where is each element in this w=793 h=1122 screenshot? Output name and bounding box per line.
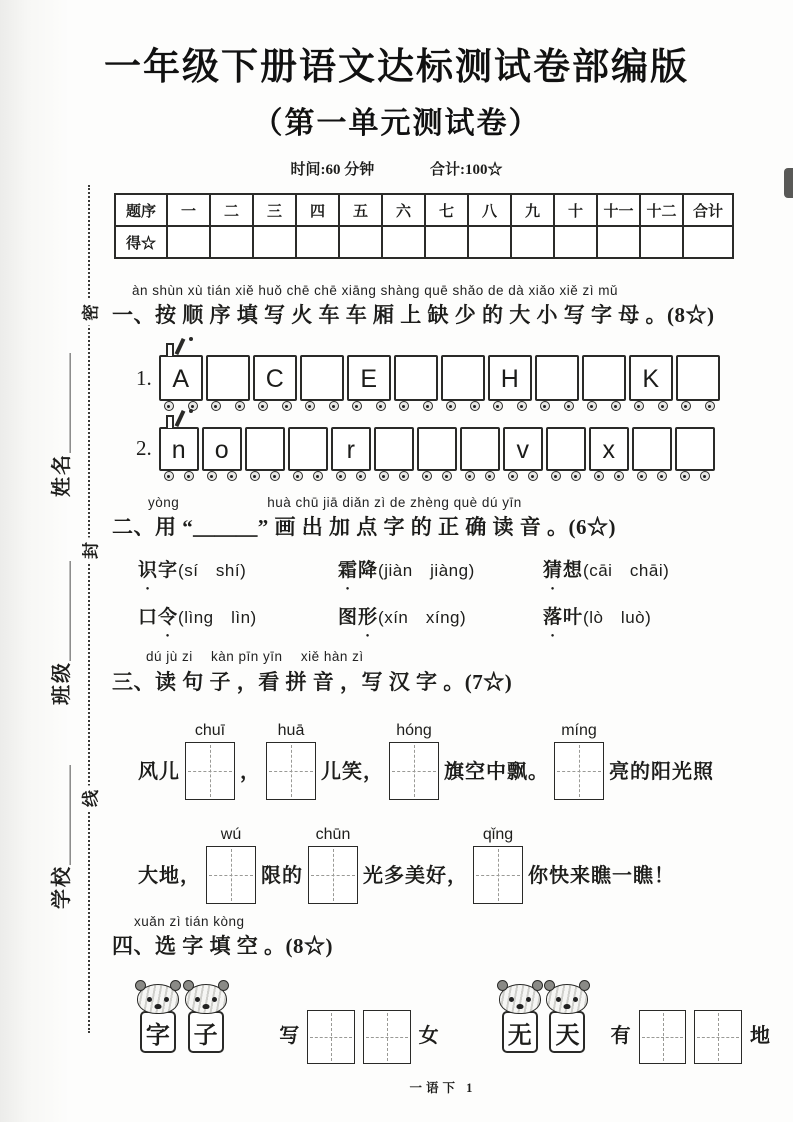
wheel-icon (470, 401, 480, 411)
answer-box[interactable] (389, 742, 439, 800)
score-header-cell: 七 (425, 194, 468, 226)
wheel-icon (446, 401, 456, 411)
choice-card[interactable]: 无 (502, 1011, 538, 1053)
wheel-icon (235, 401, 245, 411)
sentence-text: 光多美好， (363, 865, 468, 887)
chimney-icon (166, 343, 174, 356)
train-car-blank[interactable] (374, 427, 414, 471)
question-3 (112, 645, 774, 904)
train-car: A (159, 355, 203, 401)
wheel-icon (614, 471, 624, 481)
pinyin-hint: chūn (315, 826, 351, 843)
score-cell[interactable] (554, 226, 597, 258)
train-car-blank[interactable] (206, 355, 250, 401)
score-header-cell: 九 (511, 194, 554, 226)
train-1-number: 1. (136, 366, 152, 390)
q4-text: 女 (418, 1025, 439, 1047)
score-cell[interactable] (296, 226, 339, 258)
seal-char-xian: 线 (77, 786, 102, 812)
wheel-icon (422, 471, 432, 481)
train-car-blank[interactable] (441, 355, 485, 401)
train-car: n (159, 427, 199, 471)
wheel-icon (551, 471, 561, 481)
q3-heading: 三、读 句 子 ，看 拼 音 ，写 汉 字 。(7☆) (112, 670, 513, 694)
sentence-text: 大地， (138, 865, 201, 887)
word-item[interactable]: 落 ●叶(lò luò) (543, 602, 651, 629)
sentence-text: 儿笑， (321, 761, 384, 783)
wheel-icon (250, 471, 260, 481)
train-car-blank[interactable] (394, 355, 438, 401)
score-row-label: 得☆ (115, 226, 167, 258)
seal-char-feng: 封 (77, 538, 102, 564)
school-field[interactable] (45, 739, 73, 909)
wheel-icon (657, 471, 667, 481)
pinyin-hint: míng (561, 722, 597, 739)
wheel-icon (207, 471, 217, 481)
answer-box[interactable] (206, 846, 256, 904)
chimney-icon (166, 415, 174, 428)
name-field[interactable] (45, 327, 73, 497)
wheel-icon (705, 401, 715, 411)
wheel-icon (184, 471, 194, 481)
class-blank-line[interactable]: ＿＿＿＿＿ (51, 561, 73, 661)
q2-pinyin-rest: huà chū jiā diǎn zì de zhèng què dú yīn (267, 495, 522, 510)
q3-pinyin: dú jù zi kàn pīn yīn xiě hàn zì (146, 649, 364, 664)
tiger-mascot (136, 984, 180, 1064)
wheel-icon (442, 471, 452, 481)
tiger-head-icon (137, 984, 179, 1014)
wheel-icon (528, 471, 538, 481)
answer-box[interactable] (363, 1010, 411, 1064)
sentence-text: 限的 (261, 865, 303, 887)
wheel-icon (465, 471, 475, 481)
page-title: 一年级下册语文达标测试卷部编版 (104, 46, 689, 87)
q1-heading: 一、按 顺 序 填 写 火 车 车 厢 上 缺 少 的 大 小 写 字 母 。(8☆) (112, 303, 715, 327)
wheel-icon (571, 471, 581, 481)
score-header-cell: 合计 (683, 194, 733, 226)
train-car-blank[interactable] (300, 355, 344, 401)
tiger-mascot (184, 984, 228, 1064)
train-car-blank[interactable] (632, 427, 672, 471)
answer-box[interactable] (473, 846, 523, 904)
train-car-blank[interactable] (546, 427, 586, 471)
train-car: r (331, 427, 371, 471)
wheel-icon (164, 471, 174, 481)
wheel-icon (493, 401, 503, 411)
wheel-icon (611, 401, 621, 411)
answer-box[interactable] (308, 846, 358, 904)
score-cell[interactable] (382, 226, 425, 258)
train-car: H (488, 355, 532, 401)
train-car-blank[interactable] (675, 427, 715, 471)
word-item[interactable]: 口令 ●(lìng lìn) (138, 602, 338, 629)
pinyin-hint: chuī (194, 722, 226, 739)
train-1 (136, 355, 774, 401)
wheel-icon (637, 471, 647, 481)
q2-pinyin-yong: yòng (148, 495, 180, 510)
train-car-blank[interactable] (288, 427, 328, 471)
wheel-icon (164, 401, 174, 411)
tiger-head-icon (546, 984, 588, 1014)
wheel-icon (399, 401, 409, 411)
wheel-icon (680, 471, 690, 481)
tiger-mascot (498, 984, 542, 1064)
train-car-blank[interactable] (535, 355, 579, 401)
wheel-icon (587, 401, 597, 411)
smoke-icon (189, 337, 193, 341)
q3-sentence-1 (136, 706, 774, 800)
score-cell[interactable] (640, 226, 683, 258)
score-header-cell: 八 (468, 194, 511, 226)
q4-text: 地 (750, 1025, 771, 1047)
answer-box[interactable] (185, 742, 235, 800)
train-car-blank[interactable] (582, 355, 626, 401)
wheel-icon (282, 401, 292, 411)
pinyin-hint: qǐng (482, 826, 514, 843)
wheel-icon (270, 471, 280, 481)
paper-meta (0, 158, 793, 179)
sentence-text: 风儿 (138, 761, 180, 783)
score-header-cell: 十一 (597, 194, 640, 226)
smoke-icon (189, 409, 193, 413)
wheel-icon (227, 471, 237, 481)
sentence-text: 你快来瞧一瞧！ (528, 865, 675, 887)
wheel-icon (305, 401, 315, 411)
wheel-icon (376, 401, 386, 411)
train-car: K (629, 355, 673, 401)
paper-header (0, 0, 793, 179)
sentence-text: ， (240, 761, 261, 783)
wheel-icon (540, 401, 550, 411)
score-cell[interactable] (167, 226, 210, 258)
answer-box[interactable] (694, 1010, 742, 1064)
score-header-cell: 题序 (115, 194, 167, 226)
chimney-pipe-icon (174, 410, 185, 427)
wheel-icon (356, 471, 366, 481)
score-header-cell: 五 (339, 194, 382, 226)
scan-artifact (784, 168, 793, 198)
page-footer: 一语下 1 (409, 1081, 477, 1095)
time-label: 时间:60 分钟 (290, 162, 375, 178)
q2-word-list (138, 555, 774, 629)
score-cell[interactable] (511, 226, 554, 258)
choice-card[interactable]: 子 (188, 1011, 224, 1053)
question-4 (112, 914, 774, 1064)
score-table-score-row (115, 226, 733, 258)
wheel-icon (352, 401, 362, 411)
score-cell[interactable] (425, 226, 468, 258)
total-score-label: 合计:100☆ (430, 162, 503, 178)
score-header-cell: 十 (554, 194, 597, 226)
choice-card[interactable]: 字 (140, 1011, 176, 1053)
question-2 (112, 495, 774, 629)
school-blank-line[interactable]: ＿＿＿＿＿ (51, 765, 73, 865)
word-item[interactable]: 霜 ●降(jiàn jiàng) (338, 555, 543, 582)
word-item[interactable]: 图形 ●(xín xíng) (338, 602, 543, 629)
score-cell[interactable] (468, 226, 511, 258)
train-car: C (253, 355, 297, 401)
score-cell[interactable] (253, 226, 296, 258)
wheel-icon (293, 471, 303, 481)
wheel-icon (258, 401, 268, 411)
wheel-icon (313, 471, 323, 481)
wheel-icon (634, 401, 644, 411)
pinyin-hint: hóng (396, 722, 432, 739)
score-header-cell: 六 (382, 194, 425, 226)
q4-pinyin: xuǎn zì tián kòng (134, 914, 245, 929)
train-car-blank[interactable] (245, 427, 285, 471)
q4-text: 写 (279, 1025, 300, 1047)
choice-card[interactable]: 天 (549, 1011, 585, 1053)
train-car-blank[interactable] (460, 427, 500, 471)
score-cell[interactable] (210, 226, 253, 258)
answer-box[interactable] (307, 1010, 355, 1064)
question-1 (112, 283, 774, 471)
name-label: 姓名 (51, 453, 73, 497)
wheel-icon (485, 471, 495, 481)
q4-heading: 四、选 字 填 空 。(8☆) (112, 934, 333, 958)
q2-heading: 二、用 “＿＿＿” 画 出 加 点 字 的 正 确 读 音 。(6☆) (112, 515, 616, 539)
name-blank-line[interactable]: ＿＿＿＿＿ (51, 353, 73, 453)
answer-box[interactable] (554, 742, 604, 800)
tiger-head-icon (499, 984, 541, 1014)
wheel-icon (508, 471, 518, 481)
wheel-icon (211, 401, 221, 411)
chimney-pipe-icon (174, 338, 185, 355)
wheel-icon (517, 401, 527, 411)
sentence-text: 亮的阳光照 (609, 761, 714, 783)
wheel-icon (594, 471, 604, 481)
page-subtitle: （第一单元测试卷） (252, 107, 541, 140)
score-header-cell: 四 (296, 194, 339, 226)
class-field[interactable] (45, 535, 73, 705)
q4-content-row (136, 972, 774, 1064)
train-car: E (347, 355, 391, 401)
wheel-icon (336, 471, 346, 481)
tiger-head-icon (185, 984, 227, 1014)
class-label: 班级 (51, 661, 73, 705)
train-car-blank[interactable] (676, 355, 720, 401)
wheel-icon (329, 401, 339, 411)
answer-box[interactable] (266, 742, 316, 800)
wheel-icon (423, 401, 433, 411)
score-table-header-row (115, 194, 733, 226)
score-header-cell: 一 (167, 194, 210, 226)
pinyin-hint: huā (277, 722, 305, 739)
score-header-cell: 二 (210, 194, 253, 226)
seal-char-mi: 密 (77, 300, 102, 326)
train-car: x (589, 427, 629, 471)
train-2-number: 2. (136, 436, 152, 460)
score-cell[interactable] (597, 226, 640, 258)
score-cell[interactable] (683, 226, 733, 258)
word-item[interactable]: 识 ●字(sí shí) (138, 555, 338, 582)
wheel-icon (658, 401, 668, 411)
score-header-cell: 三 (253, 194, 296, 226)
q4-text: 有 (610, 1025, 631, 1047)
wheel-icon (399, 471, 409, 481)
q3-sentence-2 (136, 810, 774, 904)
train-car-blank[interactable] (417, 427, 457, 471)
train-car: v (503, 427, 543, 471)
wheel-icon (700, 471, 710, 481)
wheel-icon (681, 401, 691, 411)
train-2 (136, 427, 774, 471)
score-header-cell: 十二 (640, 194, 683, 226)
answer-box[interactable] (639, 1010, 687, 1064)
tiger-mascot (546, 984, 590, 1064)
score-table (114, 193, 734, 259)
school-label: 学校 (51, 865, 73, 909)
word-item[interactable]: 猜 ●想(cāi chāi) (543, 555, 669, 582)
wheel-icon (564, 401, 574, 411)
train-car: o (202, 427, 242, 471)
sentence-text: 旗空中飘。 (444, 761, 549, 783)
wheel-icon (379, 471, 389, 481)
score-cell[interactable] (339, 226, 382, 258)
pinyin-hint: wú (220, 826, 242, 843)
q1-pinyin: àn shùn xù tián xiě huǒ chē chē xiāng shàng quē shǎo de dà xiǎo xiě zì mǔ (132, 283, 619, 298)
